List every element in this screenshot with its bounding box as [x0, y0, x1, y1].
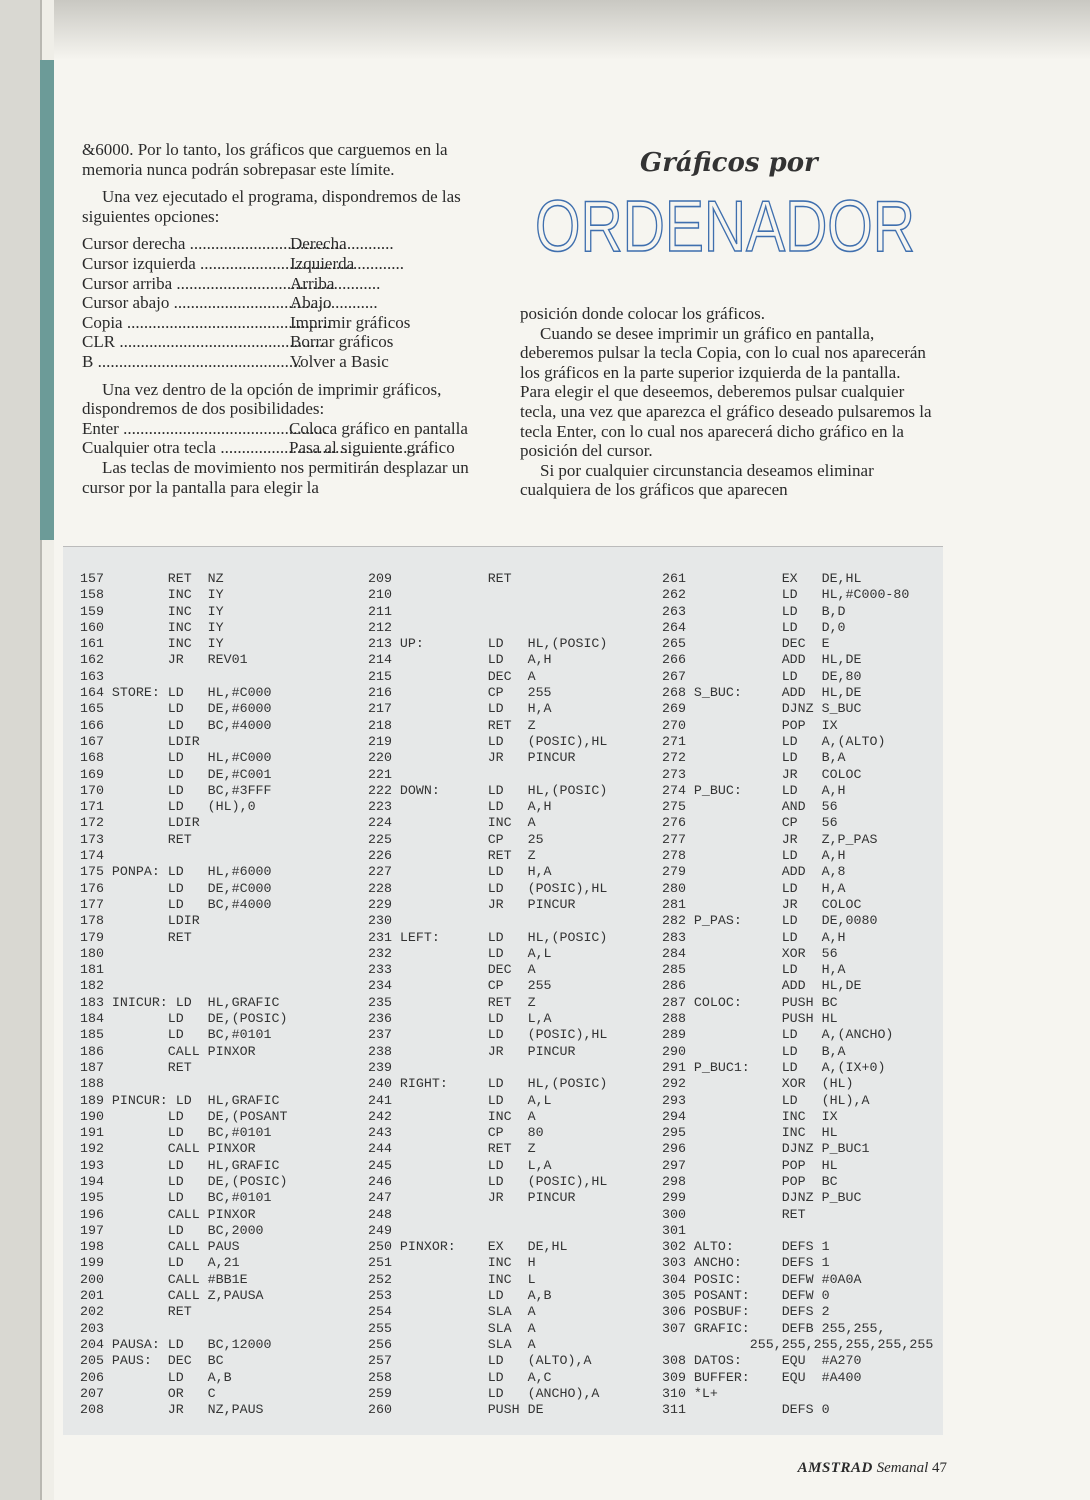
code-line: 244 RET Z	[368, 1141, 536, 1157]
code-line: 292 XOR (HL)	[662, 1076, 854, 1092]
option-value: Borrar gráficos	[290, 332, 394, 352]
listing-column-1	[80, 571, 287, 1418]
code-line: 217 LD H,A	[368, 701, 552, 717]
option-value: Arriba	[290, 273, 335, 293]
code-line: 250 PINXOR: EX DE,HL	[368, 1239, 568, 1255]
code-line: 251 INC H	[368, 1255, 536, 1271]
code-line: 227 LD H,A	[368, 864, 552, 880]
code-line: 189 PINCUR: LD HL,GRAFIC	[80, 1092, 280, 1108]
option-row	[82, 419, 502, 439]
code-line: 308 DATOS: EQU #A270	[662, 1353, 862, 1369]
code-line: 169 LD DE,#C001	[80, 766, 272, 782]
code-line: 306 POSBUF: DEFS 2	[662, 1304, 830, 1320]
code-line: 198 CALL PAUS	[80, 1239, 240, 1255]
code-line: 221	[368, 766, 392, 782]
code-line: 205 PAUS: DEC BC	[80, 1353, 224, 1369]
options-list	[82, 234, 502, 371]
code-line: 165 LD DE,#6000	[80, 701, 272, 717]
code-line: 182	[80, 978, 104, 994]
code-line: 302 ALTO: DEFS 1	[662, 1239, 830, 1255]
code-line: 263 LD B,D	[662, 603, 846, 619]
paragraph: posición donde colocar los gráficos.	[520, 304, 766, 323]
code-line: 242 INC A	[368, 1108, 536, 1124]
code-line: 255 SLA A	[368, 1320, 536, 1336]
code-line: 295 INC HL	[662, 1125, 838, 1141]
code-line: 163	[80, 668, 104, 684]
code-line: 245 LD L,A	[368, 1157, 552, 1173]
magazine-brand: AMSTRAD	[797, 1460, 873, 1476]
code-line: 265 DEC E	[662, 636, 830, 652]
code-line: 192 CALL PINXOR	[80, 1141, 256, 1157]
code-line: 201 CALL Z,PAUSA	[80, 1288, 264, 1304]
code-line: 298 POP BC	[662, 1173, 838, 1189]
paragraph: Si por cualquier circunstancia deseamos eliminar cualquiera de los gráficos que aparecen	[520, 460, 874, 500]
code-line: 253 LD A,B	[368, 1288, 552, 1304]
code-line: 252 INC L	[368, 1271, 536, 1287]
code-line: 240 RIGHT: LD HL,(POSIC)	[368, 1076, 608, 1092]
code-line: 204 PAUSA: LD BC,12000	[80, 1336, 272, 1352]
code-line: 264 LD D,0	[662, 619, 846, 635]
code-line: 255,255,255,255,255,255	[662, 1336, 934, 1352]
code-line: 166 LD BC,#4000	[80, 717, 272, 733]
code-line: 284 XOR 56	[662, 945, 838, 961]
code-line: 246 LD (POSIC),HL	[368, 1173, 608, 1189]
code-line: 203	[80, 1320, 104, 1336]
code-line: 193 LD HL,GRAFIC	[80, 1157, 280, 1173]
code-line: 293 LD (HL),A	[662, 1092, 870, 1108]
code-line: 187 RET	[80, 1059, 192, 1075]
page-top-shadow	[54, 0, 1090, 60]
code-line: 280 LD H,A	[662, 880, 846, 896]
paragraph: Una vez ejecutado el programa, dispondremos de las siguientes opciones:	[82, 187, 461, 226]
code-line: 164 STORE: LD HL,#C000	[80, 685, 272, 701]
code-line: 215 DEC A	[368, 668, 536, 684]
listing-column-2	[368, 571, 607, 1418]
section-header-graficos-por: Gráficos por	[640, 148, 818, 178]
code-line: 309 BUFFER: EQU #A400	[662, 1369, 862, 1385]
code-line: 177 LD BC,#4000	[80, 896, 272, 912]
code-line: 296 DJNZ P_BUC1	[662, 1141, 870, 1157]
option-key: Cursor izquierda .....	[82, 254, 290, 274]
code-line: 211	[368, 603, 392, 619]
code-line: 174	[80, 848, 104, 864]
paragraph: Una vez dentro de la opción de imprimir gráficos, dispondremos de dos posibilidades:	[82, 379, 442, 419]
code-line: 300 RET	[662, 1206, 806, 1222]
code-line: 303 ANCHO: DEFS 1	[662, 1255, 830, 1271]
code-line: 199 LD A,21	[80, 1255, 240, 1271]
code-line: 261 EX DE,HL	[662, 571, 862, 586]
code-line: 226 RET Z	[368, 848, 536, 864]
code-line: 291 P_BUC1: LD A,(IX+0)	[662, 1059, 886, 1075]
code-line: 200 CALL #BB1E	[80, 1271, 248, 1287]
code-line: 184 LD DE,(POSIC)	[80, 1011, 288, 1027]
code-line: 202 RET	[80, 1304, 192, 1320]
code-line: 231 LEFT: LD HL,(POSIC)	[368, 929, 608, 945]
code-line: 311 DEFS 0	[662, 1402, 830, 1418]
option-value: Izquierda	[290, 253, 355, 273]
code-line: 195 LD BC,#0101	[80, 1190, 272, 1206]
option-key: B .....	[82, 352, 290, 372]
option-row	[82, 254, 502, 274]
article-column-2	[520, 304, 932, 500]
code-line: 229 JR PINCUR	[368, 896, 576, 912]
option-key: CLR .....	[82, 332, 290, 352]
code-line: 281 JR COLOC	[662, 896, 862, 912]
option-row	[82, 234, 502, 254]
code-line: 233 DEC A	[368, 962, 536, 978]
code-line: 307 GRAFIC: DEFB 255,255,	[662, 1320, 886, 1336]
code-line: 305 POSANT: DEFW 0	[662, 1288, 830, 1304]
code-line: 286 ADD HL,DE	[662, 978, 862, 994]
option-row	[82, 438, 502, 458]
code-line: 297 POP HL	[662, 1157, 838, 1173]
code-line: 186 CALL PINXOR	[80, 1043, 256, 1059]
option-row	[82, 313, 502, 333]
magazine-name: Semanal	[876, 1460, 929, 1476]
article-column-1	[82, 140, 502, 497]
code-line: 276 CP 56	[662, 815, 838, 831]
code-line: 237 LD (POSIC),HL	[368, 1027, 608, 1043]
code-line: 275 AND 56	[662, 799, 838, 815]
code-line: 167 LDIR	[80, 733, 200, 749]
code-line: 162 JR REV01	[80, 652, 248, 668]
option-key: Cursor derecha .....	[82, 234, 290, 254]
code-line: 310 *L+	[662, 1385, 718, 1401]
code-line: 235 RET Z	[368, 994, 536, 1010]
page-footer	[798, 1460, 947, 1477]
page-number: 47	[932, 1460, 947, 1476]
option-key: Enter .....	[82, 419, 289, 439]
code-line: 214 LD A,H	[368, 652, 552, 668]
code-line: 254 SLA A	[368, 1304, 536, 1320]
code-line: 209 RET	[368, 571, 512, 586]
option-key: Cualquier otra tecla .....	[82, 438, 289, 458]
code-line: 213 UP: LD HL,(POSIC)	[368, 636, 608, 652]
option-value: Abajo	[290, 293, 332, 313]
code-line: 220 JR PINCUR	[368, 750, 576, 766]
option-value: Volver a Basic	[290, 351, 389, 371]
code-line: 172 LDIR	[80, 815, 200, 831]
code-line: 206 LD A,B	[80, 1369, 232, 1385]
paragraph: Cuando se desee imprimir un gráfico en pantalla, deberemos pulsar la tecla Copia, con lo cual nos aparecerán los gráficos en la parte superior izquierda de la pantalla. Para elegir el que deseemos, deberemos pulsar cualquier tecla, una vez que aparezca el gráfico deseado pulsaremos la tecla Enter, con lo cual nos aparecerá dicho gráfico en la posición del cursor.	[520, 323, 932, 461]
code-line: 188	[80, 1076, 104, 1092]
code-line: 225 CP 25	[368, 831, 544, 847]
ordenador-outline-text: ORDENADOR	[535, 187, 915, 267]
code-line: 278 LD A,H	[662, 848, 846, 864]
code-line: 294 INC IX	[662, 1108, 838, 1124]
code-line: 238 JR PINCUR	[368, 1043, 576, 1059]
code-line: 283 LD A,H	[662, 929, 846, 945]
code-line: 236 LD L,A	[368, 1011, 552, 1027]
code-line: 285 LD H,A	[662, 962, 846, 978]
code-line: 267 LD DE,80	[662, 668, 862, 684]
section-header-ordenador	[532, 187, 918, 267]
code-line: 289 LD A,(ANCHO)	[662, 1027, 894, 1043]
code-line: 158 INC IY	[80, 587, 224, 603]
code-line: 175 PONPA: LD HL,#6000	[80, 864, 272, 880]
option-value: Pasa al siguiente gráfico	[289, 438, 455, 458]
code-line: 185 LD BC,#0101	[80, 1027, 272, 1043]
code-line: 272 LD B,A	[662, 750, 846, 766]
code-line: 232 LD A,L	[368, 945, 552, 961]
option-value: Derecha	[290, 234, 347, 254]
code-line: 256 SLA A	[368, 1336, 536, 1352]
option-row	[82, 274, 502, 294]
code-line: 223 LD A,H	[368, 799, 552, 815]
paragraph: Las teclas de movimiento nos permitirán desplazar un cursor por la pantalla para elegir la	[82, 457, 469, 497]
code-line: 279 ADD A,8	[662, 864, 846, 880]
listing-column-3	[662, 571, 933, 1418]
option-key: Copia .....	[82, 313, 290, 333]
code-line: 269 DJNZ S_BUC	[662, 701, 862, 717]
code-line: 249	[368, 1222, 392, 1238]
binding-stripe	[40, 60, 54, 540]
code-line: 160 INC IY	[80, 619, 224, 635]
code-line: 170 LD BC,#3FFF	[80, 782, 272, 798]
code-line: 179 RET	[80, 929, 192, 945]
code-line: 194 LD DE,(POSIC)	[80, 1173, 288, 1189]
code-line: 260 PUSH DE	[368, 1402, 544, 1418]
code-line: 180	[80, 945, 104, 961]
code-line: 181	[80, 962, 104, 978]
option-value: Imprimir gráficos	[290, 312, 411, 332]
code-line: 243 CP 80	[368, 1125, 544, 1141]
option-row	[82, 332, 502, 352]
code-line: 171 LD (HL),0	[80, 799, 256, 815]
code-line: 273 JR COLOC	[662, 766, 862, 782]
code-line: 271 LD A,(ALTO)	[662, 733, 886, 749]
code-line: 241 LD A,L	[368, 1092, 552, 1108]
code-line: 222 DOWN: LD HL,(POSIC)	[368, 782, 608, 798]
code-line: 299 DJNZ P_BUC	[662, 1190, 862, 1206]
previous-page-edge	[0, 0, 42, 1500]
code-line: 277 JR Z,P_PAS	[662, 831, 878, 847]
code-line: 168 LD HL,#C000	[80, 750, 272, 766]
code-line: 196 CALL PINXOR	[80, 1206, 256, 1222]
code-line: 210	[368, 587, 392, 603]
option-key: Cursor arriba .....	[82, 274, 290, 294]
code-line: 197 LD BC,2000	[80, 1222, 264, 1238]
code-line: 178 LDIR	[80, 913, 200, 929]
code-line: 266 ADD HL,DE	[662, 652, 862, 668]
code-line: 219 LD (POSIC),HL	[368, 733, 608, 749]
code-line: 288 PUSH HL	[662, 1011, 838, 1027]
option-row	[82, 293, 502, 313]
code-line: 257 LD (ALTO),A	[368, 1353, 592, 1369]
code-line: 239	[368, 1059, 392, 1075]
code-line: 248	[368, 1206, 392, 1222]
code-line: 262 LD HL,#C000-80	[662, 587, 910, 603]
options-list-2	[82, 419, 502, 458]
code-line: 304 POSIC: DEFW #0A0A	[662, 1271, 862, 1287]
code-line: 183 INICUR: LD HL,GRAFIC	[80, 994, 280, 1010]
code-line: 216 CP 255	[368, 685, 552, 701]
code-line: 268 S_BUC: ADD HL,DE	[662, 685, 862, 701]
code-line: 157 RET NZ	[80, 571, 224, 586]
code-line: 301	[662, 1222, 686, 1238]
code-line: 173 RET	[80, 831, 192, 847]
code-line: 258 LD A,C	[368, 1369, 552, 1385]
code-line: 176 LD DE,#C000	[80, 880, 272, 896]
code-line: 159 INC IY	[80, 603, 224, 619]
code-line: 270 POP IX	[662, 717, 838, 733]
code-line: 190 LD DE,(POSANT	[80, 1108, 288, 1124]
code-line: 234 CP 255	[368, 978, 552, 994]
code-line: 224 INC A	[368, 815, 536, 831]
code-line: 247 JR PINCUR	[368, 1190, 576, 1206]
code-line: 274 P_BUC: LD A,H	[662, 782, 846, 798]
code-line: 191 LD BC,#0101	[80, 1125, 272, 1141]
code-line: 282 P_PAS: LD DE,0080	[662, 913, 878, 929]
code-line: 290 LD B,A	[662, 1043, 846, 1059]
code-line: 230	[368, 913, 392, 929]
code-line: 218 RET Z	[368, 717, 536, 733]
code-line: 208 JR NZ,PAUS	[80, 1402, 264, 1418]
code-line: 161 INC IY	[80, 636, 224, 652]
code-line: 212	[368, 619, 392, 635]
code-line: 259 LD (ANCHO),A	[368, 1385, 600, 1401]
code-line: 287 COLOC: PUSH BC	[662, 994, 838, 1010]
code-line: 228 LD (POSIC),HL	[368, 880, 608, 896]
option-value: Coloca gráfico en pantalla	[289, 418, 468, 438]
paragraph: &6000. Por lo tanto, los gráficos que carguemos en la memoria nunca podrán sobrepasar este límite.	[82, 140, 448, 179]
option-row	[82, 352, 502, 372]
code-line: 207 OR C	[80, 1385, 216, 1401]
option-key: Cursor abajo .....	[82, 293, 290, 313]
